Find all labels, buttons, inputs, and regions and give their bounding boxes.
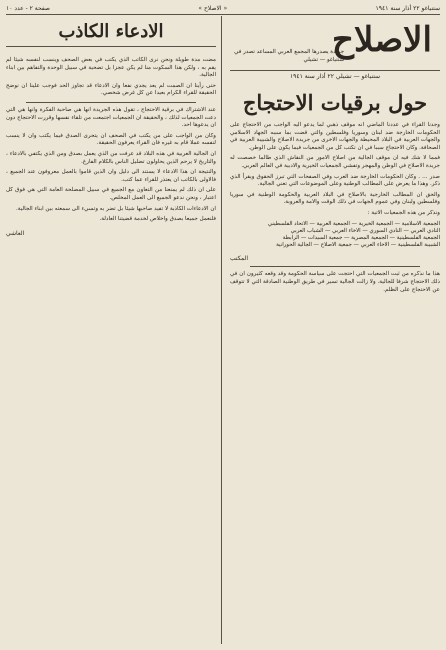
list-item: النادي العربي — النادي السوري — الاخاء العربي — الشباب العربي — [290, 227, 440, 234]
list-item: الجمعية الاسلامية — الجمعية الخيرية — الجمعية العربية — الاتحاد الفلسطيني — [267, 220, 440, 227]
left-article-paragraph: على ان ذلك لم يمنعنا من التعاون مع الجميع في سبيل المصلحة العامة التي هي فوق كل اعتبار ، ونحن ندعو الجميع الى العمل المخلص. — [6, 187, 216, 201]
list-item: الجمعية الفلسطينية — الجمعية المصرية — جمعية السيدات — الرابطة — [282, 234, 440, 241]
masthead-title: الاصلاح — [332, 20, 432, 60]
left-article-signature: العاشي — [6, 229, 25, 237]
masthead-subtitle: جريدة يصدرها المجمع العربي المساعد تصدر في سنتياغو — تشيلي — [234, 49, 344, 63]
left-article-paragraph: مضت مدة طويلة ونحن نرى الكاتب الذي يكتب في بعض الصحف وينسب لنفسه شيئا لم يقم به ، ولكن هذا السكوت منا لم يكن عجزا بل تضحية في سبيل الوحدة والتفاهم بين ابناء الجالية. — [6, 57, 216, 79]
right-article-signature: المكتب — [230, 255, 248, 263]
left-article-paragraph: فلنعمل جميعا بصدق واخلاص لخدمة قضيتنا العادلة. — [99, 216, 216, 223]
right-article-closing: هذا ما نذكره من ثبت الجمعيات التي احتجت على سياسة الحكومة وقد وقعه كثيرون ان في ذلك الاحتجاج شرفا للجالية. ولا زالت الجالية تسير في طريق الوطنية الصادقة التي لا تتوقف عن الاحتجاج على الظلم. — [230, 271, 440, 293]
left-column — [6, 18, 216, 644]
left-article-paragraph: ان الجالية العربية في هذه البلاد قد عرفت من الذي يعمل بصدق ومن الذي يكتفي بالادعاء ، والتاريخ لا يرحم الذين يحاولون تضليل الناس بالكلام الفارغ. — [6, 150, 216, 165]
right-article-paragraph: فمما لا شك فيه ان موقف الجالية من اصلاح الامور من النقاش الذي طالما خصصت له جريدة الاصلاح في الوطن والمهجر وتفشي الجمعيات الخيرية والادبية في العالم العربي. — [230, 155, 440, 169]
left-article-paragraph: حتى رأينا ان الصمت لم يعد يجدي نفعا وان الادعاء قد تجاوز الحد فوجب علينا ان نوضح الحقيقة للقراء الكرام بعيدا عن كل غرض شخصي. — [6, 82, 216, 97]
right-article-paragraph: وجدنا القراء في عددنا الماضي انه موقف ذهبي لما يدعو اليه الواجب من الاحتجاج على الحكومات الخارجة ضد لبنان وسوريا وفلسطين والتي قضت بما سببه الجهاد الاسلامي والجهات العربية في البلاد المحيطة والجهات الاخرى من جريدة الاصلاح والشبيبة العربية في الصحافة. وكان الاحتجاج سببا في ان تكتب كل من الجمعيات فيما يكون على الوطن. — [230, 122, 440, 151]
separator — [26, 102, 196, 103]
masthead-date: ستنياغو — تشيلي ٢٢ أذار سنة ١٩٤١ — [230, 70, 440, 80]
separator — [250, 266, 420, 267]
left-article-title: الادعاء الكاذب — [6, 22, 216, 47]
header-title: « الاصلاح » — [198, 5, 228, 12]
right-column — [230, 18, 440, 644]
right-article-title: حول برقيات الاحتجاج — [242, 90, 428, 115]
left-article-paragraph: ان الادعاءات الكاذبة لا تفيد صاحبها شيئا بل تضر به وتسيء الى سمعته بين ابناء الجالية. — [15, 205, 216, 212]
list-item: الشبيبة الفلسطينية — الاخاء العربي — جمعية الاصلاح — الجالية الحورانية — [276, 242, 440, 249]
right-article-paragraph: صدر ... . وكان الحكومات الخارجة ضد العرب وفي الصفحات التي تبرز الحقوق ويقرأ الذي ذكر. وهذا ما يعرض على المطالب الوطنية وعلى الموضوعات التي تعني الجالية. — [230, 173, 440, 188]
left-article-paragraph: والنتيجة ان هذا الادعاء لا يستند الى دليل وان الذين قاموا بالعمل معروفون عند الجميع ، فالاولى بالكاتب ان يعتذر للقراء عما كتب. — [6, 169, 216, 183]
column-divider — [221, 16, 222, 644]
right-article-paragraph: والحق ان المطالب الخارجية بالاصلاح في البلاد العربية والحكومة الوطنية في سوريا وفلسطين ولبنان وفي عموم الجهات في ذلك الوقت والامة والعروبة. — [230, 191, 440, 206]
left-article-paragraph: عند الاشتراك في برقية الاحتجاج ، تقول هذه الجريدة انها هي صاحبة الفكرة وانها هي التي دعت الجمعيات لذلك ، والحقيقة ان الجمعيات اجتمعت من تلقاء نفسها وقررت الاحتجاج دون ان يدعوها احد. — [6, 106, 216, 129]
header-date: ستنياغو ٢٢ أذار سنة ١٩٤١ — [375, 5, 440, 12]
list-intro: ونذكر من هذه الجمعيات الاتية : — [367, 209, 440, 216]
left-article-paragraph: وكان من الواجب على من يكتب في الصحف ان يتحرى الصدق فيما يكتب وان لا ينسب لنفسه عملا قام به غيره فان القراء يعرفون الحقيقة. — [6, 132, 216, 147]
header-page-number: صفحة ٢ - عدد ١٠ — [6, 5, 50, 12]
page-header — [6, 3, 440, 15]
